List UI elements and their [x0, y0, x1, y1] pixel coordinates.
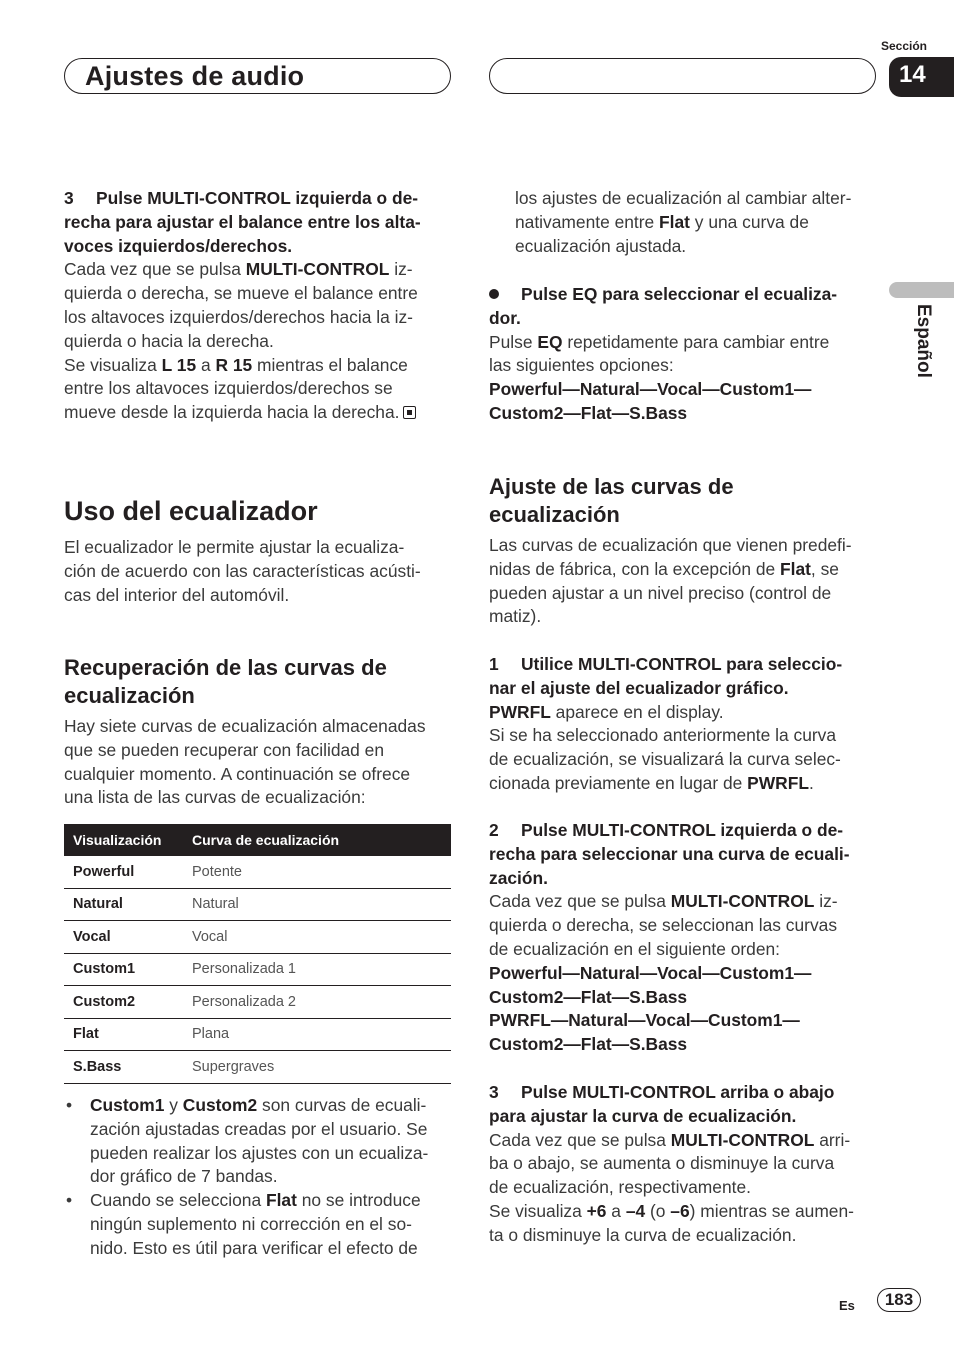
table-header-curve: Curva de ecualización — [183, 824, 451, 856]
table-header-row — [64, 824, 451, 856]
table-row: S.Bass Supergraves — [64, 1051, 451, 1084]
list-item: • Cuando se selecciona Flat no se introduce ningún suplemento ni corrección en el so- nido. Esto es útil para verificar el efecto de — [64, 1189, 454, 1260]
section-number-badge: 14 — [889, 57, 954, 97]
adjust-body: Las curvas de ecualización que vienen predefi- nidas de fábrica, con la excepción de Flat, se pueden ajustar a un nivel preciso (control de matiz). — [489, 535, 852, 627]
subheading-recovery: Recuperación de las curvas de ecualización — [64, 655, 387, 708]
footer-language-code: Es — [839, 1298, 855, 1313]
table-row: Natural Natural — [64, 888, 451, 921]
table-row: Flat Plana — [64, 1018, 451, 1051]
table-row: Custom1 Personalizada 1 — [64, 953, 451, 986]
main-intro: El ecualizador le permite ajustar la ecualiza- ción de acuerdo con las características acústi- cas del interior del automóvil. — [64, 537, 421, 605]
bullet-icon — [489, 289, 499, 299]
right-step-2: 2 Pulse MULTI-CONTROL izquierda o de- recha para seleccionar una curva de ecuali- zación. Cada vez que se pulsa MULTI-CONTROL iz- quierda o derecha, se seleccionan las curvas de ecualización en el siguiente orden: Powerful—Natural—Vocal—Custom1— Custom2—Flat—S.Bass PWRFL—Natural—Vocal—Custom1— Custom2—Flat—S.Bass — [489, 820, 850, 1055]
table-row: Powerful Potente — [64, 856, 451, 888]
main-heading: Uso del ecualizador — [64, 496, 318, 526]
section-title: Ajustes de audio — [85, 61, 305, 91]
recovery-body: Hay siete curvas de ecualización almacenadas que se pueden recuperar con facilidad en cualquier momento. A continuación se ofrece una lista de las curvas de ecualización: — [64, 716, 426, 808]
section-label: Sección — [880, 39, 927, 53]
table-header-display: Visualización — [64, 824, 183, 856]
notes-list — [64, 1094, 454, 1261]
eq-select-step: Pulse EQ para seleccionar el ecualiza- dor. Pulse EQ repetidamente para cambiar entre las siguientes opciones: Powerful—Natural—Vocal—Custom1— Custom2—Flat—S.Bass — [489, 284, 838, 423]
subheading-adjust: Ajuste de las curvas de ecualización — [489, 474, 734, 527]
table-row: Vocal Vocal — [64, 921, 451, 954]
side-language-label: Español — [913, 304, 934, 378]
eq-curve-table — [64, 824, 451, 1084]
language-tab — [889, 282, 954, 298]
right-step-3: 3 Pulse MULTI-CONTROL arriba o abajo para ajustar la curva de ecualización. Cada vez que se pulsa MULTI-CONTROL arri- ba o abajo, se aumenta o disminuye la curva de ecualización, respectivamente. Se visualiza +6 a –4 (o –6) mientras se aumen- ta o disminuye la curva de ecualización. — [489, 1082, 854, 1245]
list-item: • Custom1 y Custom2 son curvas de ecuali- zación ajustadas creadas por el usuario. Se pueden realizar los ajustes con un ecualiza- dor gráfico de 7 bandas. — [64, 1094, 454, 1189]
right-step-1: 1 Utilice MULTI-CONTROL para seleccio- nar el ajuste del ecualizador gráfico. PWRFL aparece en el display. Si se ha seleccionado anteriormente la curva de ecualización, se visualizará la curva selec- cionada previamente en lugar de PWRFL. — [489, 654, 843, 793]
end-of-section-icon — [403, 406, 416, 419]
left-step-3: 3 Pulse MULTI-CONTROL izquierda o de- recha para ajustar el balance entre los alta- voces izquierdos/derechos. Cada vez que se pulsa MULTI-CONTROL iz- quierda o derecha, se mueve el balance entre los altavoces izquierdos/derechos hacia la iz- quierda o hacia la derecha. Se visualiza L 15 a R 15 mientras el balance entre los altavoces izquierdos/derechos se mueve desde la izquierda hacia la derecha. — [64, 188, 421, 423]
section-title-frame — [64, 58, 451, 94]
flat-continuation: los ajustes de ecualización al cambiar alter- nativamente entre Flat y una curva de ecualización ajustada. — [515, 188, 852, 256]
page-number: 183 — [877, 1288, 921, 1312]
header-blank-frame — [489, 58, 876, 94]
table-row: Custom2 Personalizada 2 — [64, 986, 451, 1019]
